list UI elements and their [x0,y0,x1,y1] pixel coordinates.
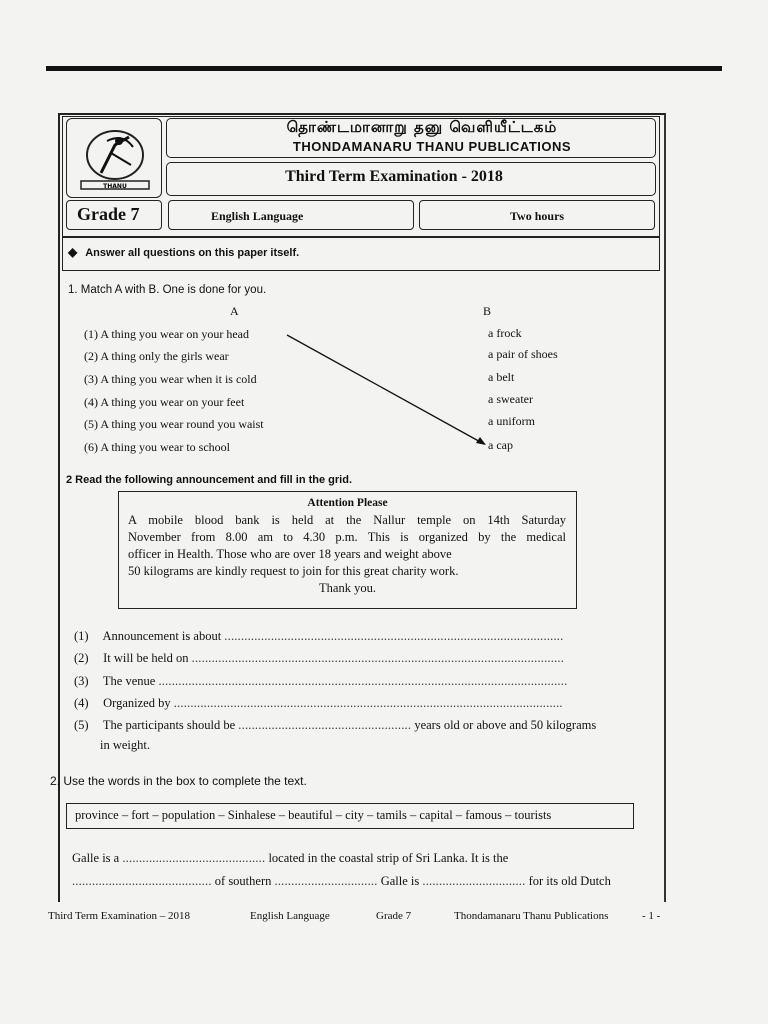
announcement-line: 50 kilograms are kindly request to join for this great charity work. [128,564,459,578]
subject-label: English Language [168,200,414,230]
item-continuation: in weight. [100,738,150,752]
galle-line-2 [72,874,611,889]
item-number: (5) [74,718,89,732]
answer-blank[interactable]: ............................... [274,874,378,888]
item-text: Announcement is about [102,629,222,643]
footer-publisher: Thondamanaru Thanu Publications [454,910,609,922]
galle-text: located in the coastal strip of Sri Lanka. It is the [268,851,509,865]
galle-line-1 [72,851,508,866]
announcement-line: officer in Health. Those who are over 18 years and weight above [128,547,452,561]
galle-text: for its old Dutch [528,874,611,888]
fill-item [74,718,596,733]
duration-label: Two hours [419,200,655,230]
column-b-header: B [483,304,492,318]
item-text: Organized by [103,696,171,710]
match-item-a: (3) A thing you wear when it is cold [84,372,257,386]
item-text: The venue [102,674,156,688]
galle-text: of southern [214,874,272,888]
word-box: province – fort – population – Sinhalese – beautiful – city – tamils – capital – famous – tourists [66,803,634,829]
tamil-publisher-name: தொண்டமானாறு தனு வெளியீட்டகம் [286,118,558,136]
bullet-icon: ◆ [68,245,78,259]
match-item-b: a belt [488,370,515,384]
match-item-b: a cap [488,438,513,452]
match-item-a: (1) A thing you wear on your head [84,327,249,341]
fill-item [74,674,567,689]
exam-title: Third Term Examination - 2018 [285,168,503,185]
publisher-name: THONDAMANARU THANU PUBLICATIONS [292,139,572,154]
answer-blank[interactable]: ................................................................................................................ [191,651,565,665]
announcement-thanks: Thank you. [319,581,376,595]
match-item-a: (4) A thing you wear on your feet [84,395,245,409]
item-number: (4) [74,696,89,710]
announcement-line: November from 8.00 am to 4.30 p.m. This is organized by the medical [128,530,566,544]
match-item-a: (6) A thing you wear to school [84,440,230,454]
arrow-head-icon [476,437,486,445]
answer-blank[interactable]: ...................................................................................................... [224,629,564,643]
item-text: It will be held on [103,651,189,665]
match-item-b: a pair of shoes [488,347,558,361]
footer-subject: English Language [250,910,330,922]
answer-blank[interactable]: .................................................... [238,718,412,732]
answer-blank[interactable]: .......................................... [72,874,212,888]
item-number: (2) [74,651,89,665]
match-item-a: (5) A thing you wear round you waist [84,417,264,431]
q2-heading: 2 Read the following announcement and fill in the grid. [66,474,353,486]
page-number: - 1 - [642,910,661,922]
fill-item [74,651,564,666]
match-item-b: a sweater [488,392,533,406]
logo-text: THANU [103,183,127,190]
fill-item [74,696,563,711]
instruction-text: Answer all questions on this paper itself. [85,247,300,259]
answer-blank[interactable]: ..................................................................................................................... [173,696,563,710]
q1-intro: 1. Match A with B. One is done for you. [68,284,267,296]
answer-blank[interactable]: ........................................... [122,851,266,865]
item-text-tail: years old or above and 50 kilograms [414,718,597,732]
answer-blank[interactable]: ........................................................................................................................... [158,674,568,688]
item-text: The participants should be [102,718,236,732]
match-item-a: (2) A thing only the girls wear [84,349,229,363]
footer-exam: Third Term Examination – 2018 [48,910,191,922]
fill-item [74,629,563,644]
answer-blank[interactable]: ............................... [422,874,526,888]
galle-text: Galle is [380,874,420,888]
announcement-line: A mobile blood bank is held at the Nallur temple on 14th Saturday [128,513,566,527]
section2-intro: 2. Use the words in the box to complete the text. [50,774,307,788]
footer-grade: Grade 7 [376,910,412,922]
item-number: (3) [74,674,89,688]
column-a-header: A [230,304,239,318]
match-item-b: a uniform [488,414,535,428]
match-item-b: a frock [488,326,522,340]
announcement-title: Attention Please [307,497,388,509]
grade-label: Grade 7 [66,200,162,230]
galle-text: Galle is a [72,851,120,865]
item-number: (1) [74,629,89,643]
